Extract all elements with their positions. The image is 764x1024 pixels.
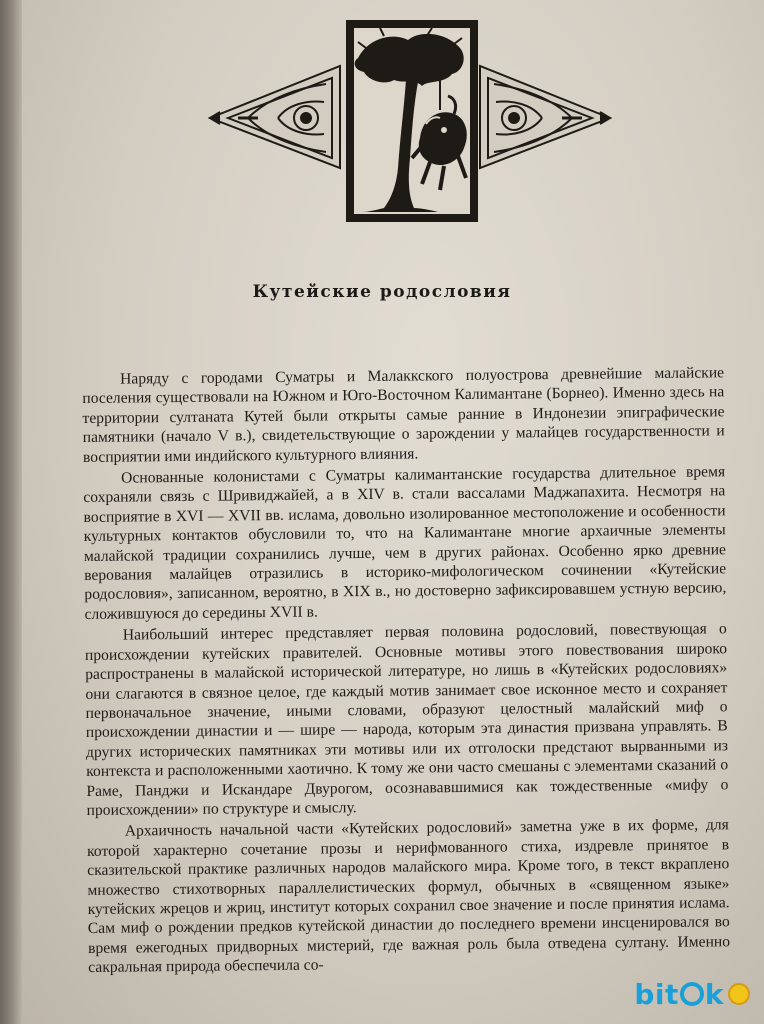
right-ornament-icon — [480, 66, 610, 168]
chapter-title: Кутейские родословия — [252, 282, 512, 302]
left-ornament-icon — [210, 66, 340, 168]
paragraph: Основанные колонистами с Суматры калимантанские государства длительное время сохраняли связь с Шривиджайей, а в XIV в. стали вассалами Маджапахита. Несмотря на восприятие в XVI — XVII вв. ислама, довольно изолированное местоположение и особенности культурных контактов обусловили то, что на Калимантане многие архаичные элементы малайской традиции сохранились лучше, чем в других районах. Особенно ярко древние верования малайцев отразились в историко-мифологическом сочинении «Кутейские родословия», записанном, вероятно, в XIX в., но достоверно зафиксировавшем устную версию, сложившуюся до середины XVII в. — [83, 463, 727, 623]
watermark-suffix: k — [704, 977, 724, 1011]
magnifier-coin-logo-icon — [680, 982, 704, 1006]
paragraph: Наибольший интерес представляет первая половина родословий, повествующая о происхождении кутейских правителей. Основные мотивы этого повествования широко распространены в малайской исторической литературе, но лишь в «Кутейских родословиях» они слагаются в связное целое, где каждый мотив занимает свое исконное место и сохраняет первоначальное значение, иными словами, образуют целостный малайский миф о происхождении династии и — шире — народа, которым эта династия призвана управлять. В других исторических памятниках эти мотивы или их отголоски предстают вырванными из контекста и расположенными хаотично. К тому же они часто смешаны с элементами сказаний о Раме, Панджи и Искандаре Двурогом, осознававшимися как тождественные «мифу о происхождении» по структуре и смыслу. — [84, 620, 729, 819]
watermark-logo — [600, 972, 750, 1016]
watermark-prefix: bit — [634, 977, 679, 1011]
center-panel-icon — [346, 20, 478, 222]
book-binding-shadow — [0, 0, 22, 1024]
paragraph: Архаичность начальной части «Кутейских родословий» заметна уже в их форме, для которой характерно сочетание прозы и нерифмованного стиха, издревле принятое в сказительской практике различных народов малайского мира. Кроме того, в текст вкраплено множество стихотворных параллелистических формул, обычных в «священном языке» кутейских жрецов и жриц, институт которых сохранил свое значение и после принятия ислама. Сам миф о рождении предков кутейской династии до последнего времени инсценировался во время ежегодных придворных мистерий, где важная роль была отведена султану. Именно сакральная природа обеспечила со- — [86, 816, 731, 977]
article-body — [82, 363, 730, 979]
tree-and-beast-vignette-icon — [208, 18, 612, 226]
coin-icon — [728, 983, 750, 1005]
paragraph: Наряду с городами Суматры и Малаккского полуострова древнейшие малайские поселения существовали на Южном и Юго-Восточном Калимантане (Борнео). Именно здесь на территории султаната Кутей были открыты самые ранние в Индонезии эпиграфические памятники (начало V в.), свидетельствующие о зарождении у малайцев государственности и восприятии ими индийского культурного влияния. — [82, 364, 725, 466]
